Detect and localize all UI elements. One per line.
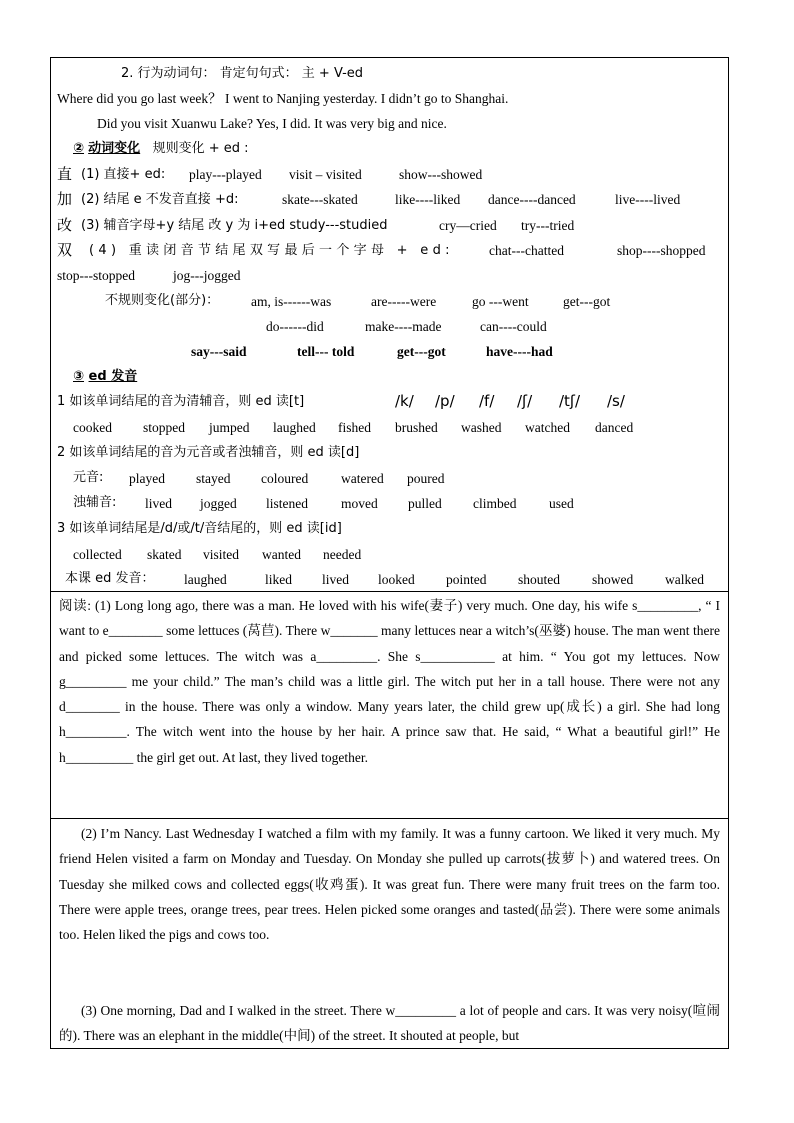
irregular-8: say---said (191, 344, 247, 359)
vowel-word-4: watered (341, 471, 384, 486)
lesson-word-5: pointed (446, 572, 487, 587)
irregular-9: tell--- told (297, 344, 355, 359)
reading-passage-1: 阅读: (1) Long long ago, there was a man. He loved with his wife(妻子) very much. One day, his wife s_________, “ I want to e________ some lettuces (莴苣). There w_______ many lettuces near a witch’s(巫婆) house. The man went there and picked some lettuces. The witch was a_________. She s___________ at him. “ You got my lettuces. Now g_________ me your child.” The man’s child was a little girl. The witch put her in a tall house. There were not any d________ in the house. There was only a window. Many years later, the child grew up(成长) a girl. She had long h_________. The witch went into the house by her hair. A prince saw that. He said, “ What a beautiful girl!” He h__________ the girl get out. At last, they lived together. (59, 598, 720, 765)
rule-label-add: 加 (57, 190, 73, 208)
lesson-word-7: showed (592, 572, 634, 587)
example-sentence-2: Did you visit Xuanwu Lake? Yes, I did. It was very big and nice. (97, 116, 447, 131)
lesson-word-3: lived (322, 572, 349, 587)
t-word-9: danced (595, 420, 634, 435)
t-word-5: fished (338, 420, 371, 435)
irregular-11: have----had (486, 344, 553, 359)
lesson-ed-label: 本课 ed 发音： (65, 571, 155, 586)
reading-passage-2: (2) I’m Nancy. Last Wednesday I watched a film with my family. It was a funny cartoon. We liked it very much. My friend Helen visited a farm on Monday and Tuesday. On Monday she pulled up carrots(拔萝卜) and watered trees. On Tuesday she milked cows and collected eggs(收鸡蛋). It was great fun. There were many fruit trees on the farm too. There were apple trees, orange trees, pear trees. Helen picked some oranges and tasted(品尝). There were some animals too. Helen liked the pigs and cows too. (59, 826, 720, 943)
vowel-word-2: stayed (196, 471, 231, 486)
pron-rule-3: 3 如该单词结尾是/d/或/t/音结尾的，则 ed 读[id] (57, 521, 342, 536)
t-word-7: washed (461, 420, 502, 435)
verb-change-title: ② 动词变化 规则变化 + ed : (73, 141, 249, 156)
id-word-1: collected (73, 547, 122, 562)
rule-3-ex-2: try---tried (521, 218, 575, 233)
t-word-1: cooked (73, 420, 112, 435)
reading-box-1 (50, 591, 729, 819)
rule-4-ex-2: shop----shopped (617, 243, 706, 258)
lesson-word-2: liked (265, 572, 292, 587)
id-word-2: skated (147, 547, 182, 562)
rule-2-ex-1: skate---skated (282, 192, 358, 207)
vowel-label: 元音: (73, 470, 104, 485)
rule-1-ex-3: show---showed (399, 167, 483, 182)
rule-4-ex-1: chat---chatted (489, 243, 564, 258)
voiced-label: 浊辅音: (73, 495, 117, 510)
rule-2: (2) 结尾 e 不发音直接 +d: (81, 192, 239, 207)
irregular-3: go ---went (472, 294, 529, 309)
voiced-word-4: moved (341, 496, 378, 511)
rule-3: (3) 辅音字母+y 结尾 改 y 为 i+ed study---studied (81, 218, 388, 233)
id-word-4: wanted (262, 547, 301, 562)
reading-passage-3: (3) One morning, Dad and I walked in the street. There w_________ a lot of people and cars. It was very noisy(喧闹的). There was an elephant in the middle(中间) of the street. It shouted at people, but (59, 1003, 720, 1044)
vowel-word-5: poured (407, 471, 445, 486)
regular-heading: 2. 行为动词句： 肯定句句式： 主 + V-ed (121, 66, 364, 81)
t-word-3: jumped (209, 420, 250, 435)
rule-label-direct: 直 (57, 165, 73, 183)
rule-4-ex-3: stop---stopped (57, 268, 135, 283)
id-word-3: visited (203, 547, 239, 562)
id-word-5: needed (323, 547, 362, 562)
irregular-6: make----made (365, 319, 442, 334)
rule-1: (1) 直接+ ed: (81, 167, 166, 182)
rule-4: (4) 重读闭音节结尾双写最后一个字母 + ed: (89, 243, 454, 258)
reading-box-2 (50, 818, 729, 1049)
vowel-word-3: coloured (261, 471, 309, 486)
example-sentence-1: Where did you go last week？ I went to Nanjing yesterday. I didn’t go to Shanghai. (57, 91, 509, 106)
rule-label-change: 改 (57, 216, 73, 234)
irregular-7: can----could (480, 319, 547, 334)
phoneme-f: /f/ (479, 392, 495, 410)
t-word-2: stopped (143, 420, 185, 435)
rule-1-ex-1: play---played (189, 167, 262, 182)
rule-2-ex-3: dance----danced (488, 192, 576, 207)
lesson-word-4: looked (378, 572, 415, 587)
irregular-2: are-----were (371, 294, 437, 309)
lesson-word-6: shouted (518, 572, 560, 587)
rule-3-ex-1: cry—cried (439, 218, 497, 233)
phoneme-sh: /ʃ/ (517, 392, 533, 410)
t-word-8: watched (525, 420, 570, 435)
grammar-notes-box (50, 57, 729, 592)
lesson-word-8: walked (665, 572, 704, 587)
lesson-word-1: laughed (184, 572, 227, 587)
vowel-word-1: played (129, 471, 165, 486)
pron-rule-2: 2 如该单词结尾的音为元音或者浊辅音，则 ed 读[d] (57, 445, 360, 460)
irregular-title: 不规则变化(部分)： (105, 293, 220, 308)
rule-1-ex-2: visit – visited (289, 167, 362, 182)
rule-4-ex-4: jog---jogged (173, 268, 241, 283)
voiced-word-5: pulled (408, 496, 442, 511)
phoneme-s: /s/ (607, 392, 625, 410)
rule-2-ex-4: live----lived (615, 192, 681, 207)
pron-rule-1: 1 如该单词结尾的音为清辅音，则 ed 读[t] (57, 394, 305, 409)
voiced-word-3: listened (266, 496, 308, 511)
phoneme-k: /k/ (395, 392, 414, 410)
phoneme-p: /p/ (435, 392, 455, 410)
t-word-4: laughed (273, 420, 316, 435)
irregular-5: do------did (266, 319, 324, 334)
voiced-word-7: used (549, 496, 574, 511)
irregular-4: get---got (563, 294, 611, 309)
voiced-word-6: climbed (473, 496, 517, 511)
voiced-word-1: lived (145, 496, 172, 511)
voiced-word-2: jogged (200, 496, 237, 511)
t-word-6: brushed (395, 420, 438, 435)
rule-label-double: 双 (57, 241, 73, 259)
phoneme-ch: /tʃ/ (559, 392, 581, 410)
irregular-10: get---got (397, 344, 446, 359)
rule-2-ex-2: like----liked (395, 192, 461, 207)
ed-pronunciation-title: ③ ed 发音 (73, 369, 138, 384)
irregular-1: am, is------was (251, 294, 332, 309)
